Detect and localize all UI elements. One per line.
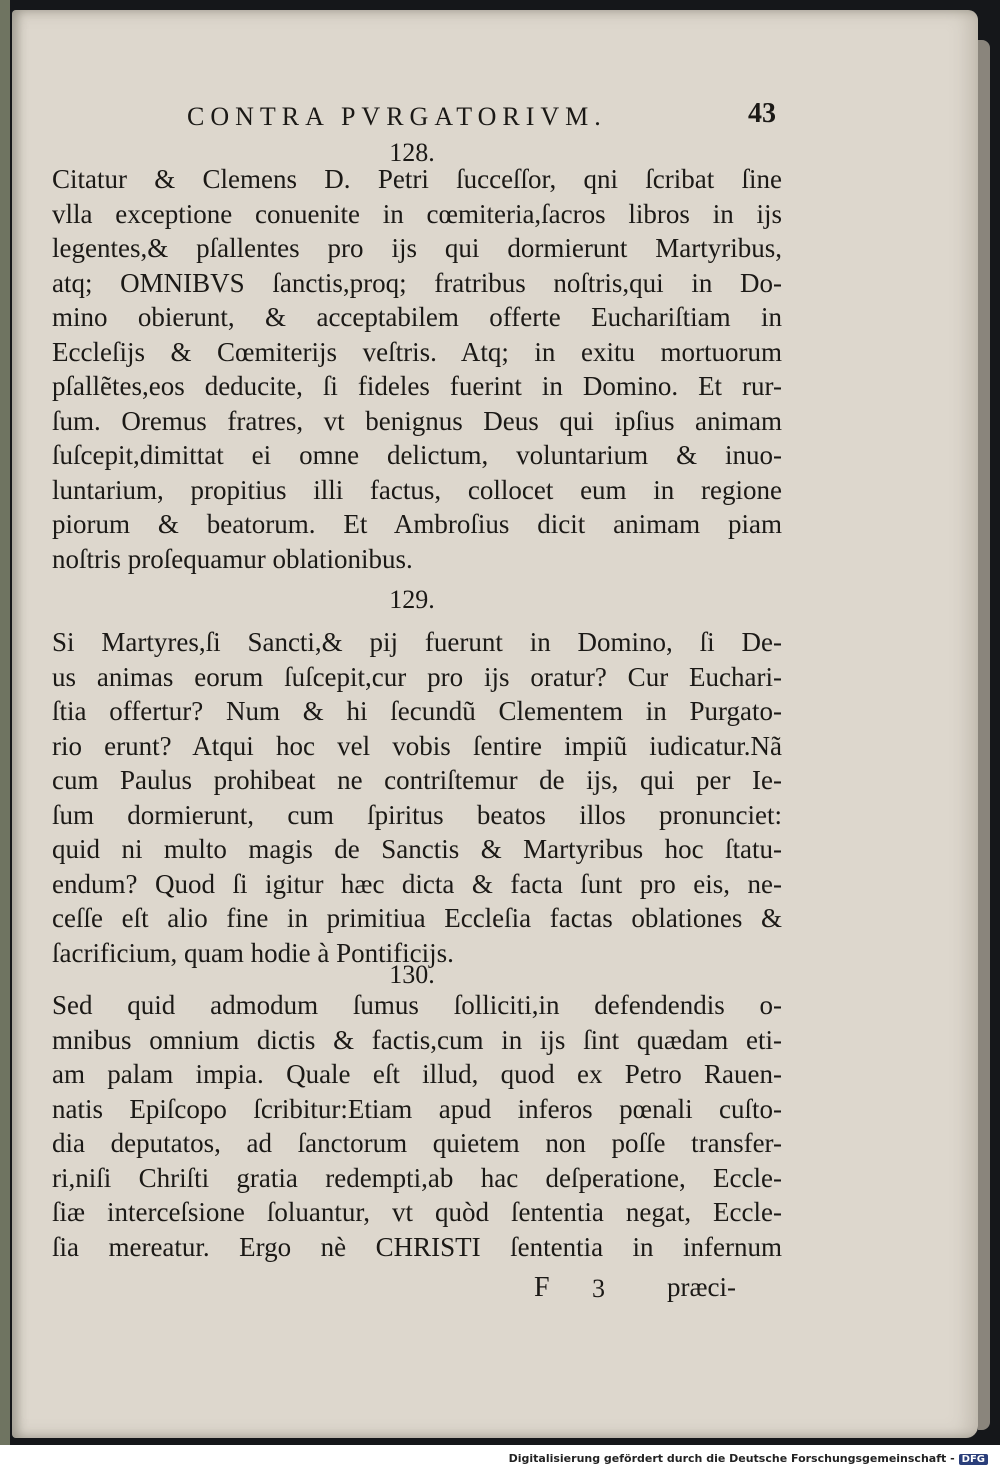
credit-text: Digitalisierung gefördert durch die Deutsche Forschungsgemeinschaft - [508,1452,955,1465]
running-title: CONTRA PVRGATORIVM. [187,102,607,131]
text-line: endum? Quod ſi igitur hæc dicta & facta ſunt pro eis, ne- [52,868,782,899]
section-number: 128. [389,138,435,167]
text-line: dia deputatos, ad ſanctorum quietem non poſſe transfer- [52,1128,782,1158]
text-line: ſiæ interceſsione ſoluantur, vt quòd ſententia negat, Eccle- [52,1197,782,1227]
text-line: ſum. Oremus fratres, vt benignus Deus qui ipſius animam [52,405,782,436]
page-edge-shadow [978,40,990,1430]
text-line: Si Martyres,ſi Sancti,& pij fuerunt in Domino, ſi De- [52,627,782,657]
text-line: ſum dormierunt, cum ſpiritus beatos illos pronunciet: [52,799,782,830]
text-line: ri,niſi Chriſti gratia redempti,ab hac deſperatione, Eccle- [52,1162,782,1193]
book-page [12,10,978,1438]
section-number: 129. [389,585,435,614]
text-line: ceſſe eſt alio fine in primitiua Eccleſia factas oblationes & [52,903,782,933]
text-line: pſallẽtes,eos deducite, ſi fideles fuerint in Domino. Et rur- [52,371,782,401]
signature-number: 3 [592,1274,605,1303]
text-line: Eccleſijs & Cœmiterijs veſtris. Atq; in exitu mortuorum [52,336,782,367]
text-line: mino obierunt, & acceptabilem offerte Euchariſtiam in [52,302,782,332]
text-line: ſacrificium, quam hodie à Pontificijs. [52,937,454,968]
text-line: luntarium, propitius illi factus, collocet eum in regione [52,474,782,505]
text-line: Citatur & Clemens D. Petri ſucceſſor, qni ſcribat ſine [52,164,782,194]
text-line: piorum & beatorum. Et Ambroſius dicit animam piam [52,509,782,539]
text-line: cum Paulus prohibeat ne contriſtemur de ijs, qui per Ie- [52,765,782,795]
page-number: 43 [748,98,776,129]
text-line: noſtris proſequamur oblationibus. [52,543,413,574]
text-line: rio erunt? Atqui hoc vel vobis ſentire impiũ iudicatur.Nã [52,730,782,761]
text-line: Sed quid admodum ſumus ſolliciti,in defendendis o- [52,990,782,1020]
text-line: ſtia offertur? Num & hi ſecundũ Clementem in Purgato- [52,696,782,726]
text-line: natis Epiſcopo ſcribitur:Etiam apud inferos pœnali cuſto- [52,1093,782,1124]
text-line: ſuſcepit,dimittat ei omne delictum, voluntarium & inuo- [52,440,782,470]
catchword: præci- [667,1272,736,1302]
text-line: ſia mereatur. Ergo nè CHRISTI ſententia in infernum [52,1231,782,1262]
digitization-credit [509,1452,988,1465]
text-line: legentes,& pſallentes pro ijs qui dormierunt Martyribus, [52,233,782,263]
scan-left-edge [0,0,10,1445]
text-line: atq; OMNIBVS ſanctis,proq; fratribus noſtris,qui in Do- [52,267,782,298]
signature-mark: F [534,1272,550,1303]
text-line: mnibus omnium dictis & factis,cum in ijs ſint quædam eti- [52,1024,782,1055]
text-line: vlla exceptione conuenite in cœmiteria,ſacros libros in ijs [52,198,782,229]
text-line: am palam impia. Quale eſt illud, quod ex Petro Rauen- [52,1059,782,1089]
dfg-logo: DFG [959,1454,988,1465]
text-line: us animas eorum ſuſcepit,cur pro ijs oratur? Cur Euchari- [52,661,782,692]
text-line: quid ni multo magis de Sanctis & Martyribus hoc ſtatu- [52,834,782,864]
section-number: 130. [389,960,435,989]
